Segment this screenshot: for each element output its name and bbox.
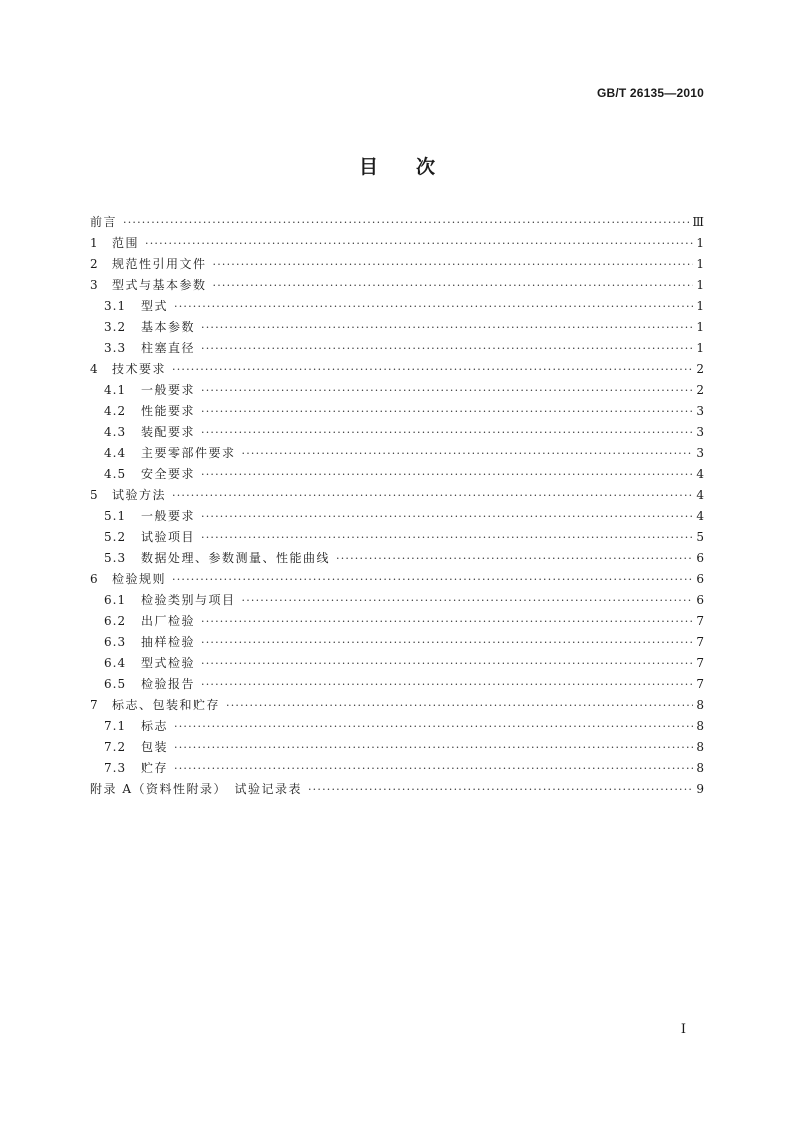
toc-entry-number: 2	[90, 257, 98, 271]
toc-entry-label: 前言	[90, 215, 118, 229]
toc-entry-number: 7.1	[104, 719, 127, 733]
dot-leader	[213, 280, 693, 292]
toc-entry-number: 6.2	[104, 614, 127, 628]
dot-leader	[145, 238, 693, 250]
toc-entry-label: 性能要求	[141, 404, 196, 418]
toc-entry[interactable]	[90, 405, 704, 417]
toc-entry-page: 2	[696, 383, 704, 397]
toc-entry[interactable]	[90, 615, 704, 627]
toc-entry-page: 3	[696, 404, 704, 418]
toc-entry-number: 4	[90, 362, 98, 376]
toc-entry-page: 4	[696, 509, 704, 523]
toc-entry[interactable]	[90, 468, 704, 480]
toc-entry-page: 7	[696, 614, 704, 628]
dot-leader	[172, 574, 693, 586]
dot-leader	[201, 469, 693, 481]
toc-entry-label: 装配要求	[141, 425, 196, 439]
standard-code: GB/T 26135—2010	[596, 86, 704, 100]
toc-entry-number: 3.3	[104, 341, 127, 355]
toc-entry[interactable]	[90, 237, 704, 249]
dot-leader	[242, 448, 693, 460]
toc-entry[interactable]	[90, 279, 704, 291]
table-of-contents	[90, 216, 704, 804]
toc-entry[interactable]	[90, 510, 704, 522]
toc-entry-label: 数据处理、参数测量、性能曲线	[141, 551, 331, 565]
dot-leader	[242, 595, 693, 607]
toc-entry-page: 4	[696, 467, 704, 481]
toc-entry-page: 6	[696, 572, 704, 586]
dot-leader	[201, 511, 693, 523]
toc-entry-label: 试验方法	[112, 488, 167, 502]
toc-entry-number: 7.2	[104, 740, 127, 754]
toc-entry-label: 检验报告	[141, 677, 196, 691]
toc-entry[interactable]	[90, 594, 704, 606]
toc-entry-page: 4	[696, 488, 704, 502]
toc-entry-number: 3	[90, 278, 98, 292]
toc-entry[interactable]	[90, 720, 704, 732]
toc-entry-number: 7	[90, 698, 98, 712]
toc-entry-number: 4.3	[104, 425, 127, 439]
toc-entry-page: 8	[696, 698, 704, 712]
toc-entry[interactable]	[90, 384, 704, 396]
toc-entry-page: 1	[696, 257, 704, 271]
toc-entry[interactable]	[90, 300, 704, 312]
toc-entry-label: 抽样检验	[141, 635, 196, 649]
toc-entry-number: 5.2	[104, 530, 127, 544]
toc-title: 目次	[358, 156, 473, 178]
dot-leader	[201, 679, 693, 691]
toc-entry-page: Ⅲ	[692, 215, 704, 229]
dot-leader	[201, 406, 693, 418]
toc-entry-page: 2	[696, 362, 704, 376]
toc-entry-page: 1	[696, 236, 704, 250]
toc-entry-page: 1	[696, 299, 704, 313]
toc-entry-label: 技术要求	[112, 362, 167, 376]
toc-entry-page: 3	[696, 446, 704, 460]
dot-leader	[201, 658, 693, 670]
toc-entry-number: 7.3	[104, 761, 127, 775]
toc-entry-page: 8	[696, 761, 704, 775]
toc-entry[interactable]	[90, 321, 704, 333]
toc-entry[interactable]	[90, 783, 704, 795]
toc-entry-page: 5	[696, 530, 704, 544]
toc-entry-page: 3	[696, 425, 704, 439]
toc-entry-label: 试验项目	[141, 530, 196, 544]
toc-entry-number: 3.1	[104, 299, 127, 313]
toc-entry[interactable]	[90, 258, 704, 270]
dot-leader	[201, 616, 693, 628]
dot-leader	[172, 490, 693, 502]
toc-entry-page: 1	[696, 278, 704, 292]
toc-entry-page: 6	[696, 593, 704, 607]
toc-entry-label: 型式与基本参数	[112, 278, 207, 292]
toc-entry[interactable]	[90, 678, 704, 690]
toc-entry-label: 标志、包装和贮存	[112, 698, 221, 712]
toc-entry-label: 一般要求	[141, 383, 196, 397]
toc-entry-number: 4.4	[104, 446, 127, 460]
toc-entry-label: 基本参数	[141, 320, 196, 334]
dot-leader	[172, 364, 693, 376]
toc-entry[interactable]	[90, 762, 704, 774]
toc-entry-number: 5.3	[104, 551, 127, 565]
toc-entry[interactable]	[90, 489, 704, 501]
toc-entry-page: 7	[696, 635, 704, 649]
dot-leader	[213, 259, 693, 271]
toc-entry-label: 安全要求	[141, 467, 196, 481]
toc-entry-label: 主要零部件要求	[141, 446, 236, 460]
toc-entry-label: 范围	[112, 236, 140, 250]
toc-entry-number: 6.4	[104, 656, 127, 670]
toc-entry-number: 4.2	[104, 404, 127, 418]
toc-entry[interactable]	[90, 699, 704, 711]
toc-entry[interactable]	[90, 741, 704, 753]
toc-entry[interactable]	[90, 363, 704, 375]
dot-leader	[201, 385, 693, 397]
dot-leader	[174, 301, 693, 313]
toc-entry-page: 6	[696, 551, 704, 565]
dot-leader	[201, 427, 693, 439]
toc-entry-page: 7	[696, 656, 704, 670]
dot-leader	[201, 343, 693, 355]
toc-entry[interactable]	[90, 552, 704, 564]
toc-entry-page: 1	[696, 320, 704, 334]
toc-entry-label: 检验规则	[112, 572, 167, 586]
toc-entry-label: 型式	[141, 299, 169, 313]
toc-entry-label: 检验类别与项目	[141, 593, 236, 607]
toc-entry[interactable]	[90, 342, 704, 354]
toc-entry-label: 包装	[141, 740, 169, 754]
dot-leader	[174, 742, 693, 754]
toc-entry-number: 3.2	[104, 320, 127, 334]
toc-entry-label: 贮存	[141, 761, 169, 775]
toc-entry[interactable]	[90, 531, 704, 543]
toc-entry-page: 8	[696, 740, 704, 754]
dot-leader	[174, 721, 693, 733]
toc-entry-number: 1	[90, 236, 98, 250]
dot-leader	[174, 763, 693, 775]
toc-entry-number: 5.1	[104, 509, 127, 523]
toc-entry[interactable]	[90, 573, 704, 585]
toc-entry-number: 6.3	[104, 635, 127, 649]
toc-entry-label: 柱塞直径	[141, 341, 196, 355]
toc-entry-page: 9	[696, 782, 704, 796]
page-number: I	[680, 1022, 686, 1037]
dot-leader	[336, 553, 693, 565]
dot-leader	[308, 784, 693, 796]
toc-entry-label: 标志	[141, 719, 169, 733]
dot-leader	[201, 532, 693, 544]
toc-entry-label: 一般要求	[141, 509, 196, 523]
toc-entry[interactable]	[90, 216, 704, 228]
toc-entry-number: 4.1	[104, 383, 127, 397]
toc-entry-label: 规范性引用文件	[112, 257, 207, 271]
toc-entry-page: 8	[696, 719, 704, 733]
toc-entry-number: 4.5	[104, 467, 127, 481]
toc-entry-label: 附录 A（资料性附录） 试验记录表	[90, 782, 302, 796]
dot-leader	[201, 637, 693, 649]
dot-leader	[226, 700, 693, 712]
toc-entry-number: 5	[90, 488, 98, 502]
toc-entry-page: 7	[696, 677, 704, 691]
toc-entry-number: 6.5	[104, 677, 127, 691]
toc-entry-number: 6	[90, 572, 98, 586]
toc-entry[interactable]	[90, 426, 704, 438]
toc-entry-number: 6.1	[104, 593, 127, 607]
toc-entry-label: 型式检验	[141, 656, 196, 670]
dot-leader	[201, 322, 693, 334]
toc-entry-label: 出厂检验	[141, 614, 196, 628]
toc-entry[interactable]	[90, 447, 704, 459]
toc-entry[interactable]	[90, 636, 704, 648]
dot-leader	[123, 217, 689, 229]
toc-entry-page: 1	[696, 341, 704, 355]
toc-entry[interactable]	[90, 657, 704, 669]
